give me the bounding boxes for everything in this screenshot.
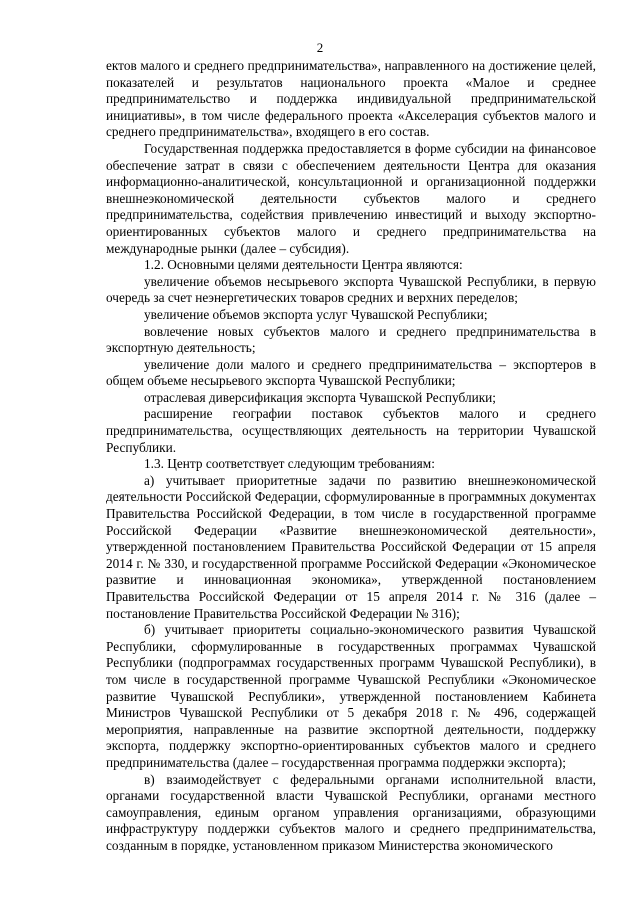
paragraph-goal-geography: расширение географии поставок субъектов малого и среднего предпринимательства, осуществляющих деятельность на территории Чувашской Республики. [106, 406, 596, 455]
paragraph-requirement-a: а) учитывает приоритетные задачи по развитию внешнеэкономической деятельности Российской Федерации, сформулированные в программных документах Правительства Российской Федерации, в том числе в государственной программе Российской Федерации «Развитие внешнеэкономической деятельности», утвержденной постановлением Правительства Российской Федерации от 15 апреля 2014 г. № 330, и государственной программе Российской Федерации «Экономическое развитие и инновационная экономика», утвержденной постановлением Правительства Российской Федерации от 15 апреля 2014 г. № 316 (далее – постановление Правительства Российской Федерации № 316); [106, 472, 596, 621]
paragraph-section-1-2-heading: 1.2. Основными целями деятельности Центра являются: [144, 257, 463, 273]
paragraph-goal-sme-share: увеличение доли малого и среднего предпринимательства – экспортеров в общем объеме несырьевого экспорта Чувашской Республики; [106, 356, 596, 389]
paragraph-continuation: ектов малого и среднего предпринимательства», направленного на достижение целей, показателей и результатов национального проекта «Малое и среднее предпринимательство и поддержка индивидуальной предпринимательской инициативы», в том числе федерального проекта «Акселерация субъектов малого и среднего предпринимательства», входящего в его состав. [106, 58, 596, 140]
paragraph-state-support: Государственная поддержка предоставляется в форме субсидии на финансовое обеспечение затрат в связи с обеспечением деятельности Центра для оказания информационно-аналитической, консультационной и организационной поддержки внешнеэкономической деятельности субъектов малого и среднего предпринимательства, содействия привлечению инвестиций и выходу экспортно-ориентированных субъектов малого и среднего предпринимательства на международные рынки (далее – субсидия). [106, 140, 596, 256]
paragraph-requirement-c: в) взаимодействует с федеральными органами исполнительной власти, органами государственной власти Чувашской Республики, органами местного самоуправления, единым органом управления организациями, образующими инфраструктуру поддержки субъектов малого и среднего предпринимательства, созданным в порядке, установленном приказом Министерства экономического [106, 771, 596, 853]
paragraph-section-1-3-heading: 1.3. Центр соответствует следующим требованиям: [144, 456, 435, 472]
paragraph-goal-diversification: отраслевая диверсификация экспорта Чувашской Республики; [144, 389, 496, 405]
paragraph-goal-services-export: увеличение объемов экспорта услуг Чувашской Республики; [144, 306, 488, 322]
paragraph-requirement-b: б) учитывает приоритеты социально-экономического развития Чувашской Республики, сформулированные в государственных программах Чувашской Республики (подпрограммах государственных программ Чувашской Республики), в том числе в государственной программе Чувашской Республики «Экономическое развитие Чувашской Республики», утвержденной постановлением Кабинета Министров Чувашской Республики от 5 декабря 2018 г. № 496, содержащей мероприятия, направленные на развитие экспортной деятельности, поддержку экспорта, поддержку экспортно-ориентированных субъектов малого и среднего предпринимательства (далее – государственная программа поддержки экспорта); [106, 622, 596, 770]
paragraph-goal-new-subjects: вовлечение новых субъектов малого и среднего предпринимательства в экспортную деятельность; [106, 323, 596, 356]
page-number: 2 [316, 40, 324, 55]
document-body [106, 58, 596, 855]
paragraph-goal-export-volume: увеличение объемов несырьевого экспорта Чувашской Республики, в первую очередь за счет неэнергетических товаров средних и верхних переделов; [106, 273, 596, 306]
